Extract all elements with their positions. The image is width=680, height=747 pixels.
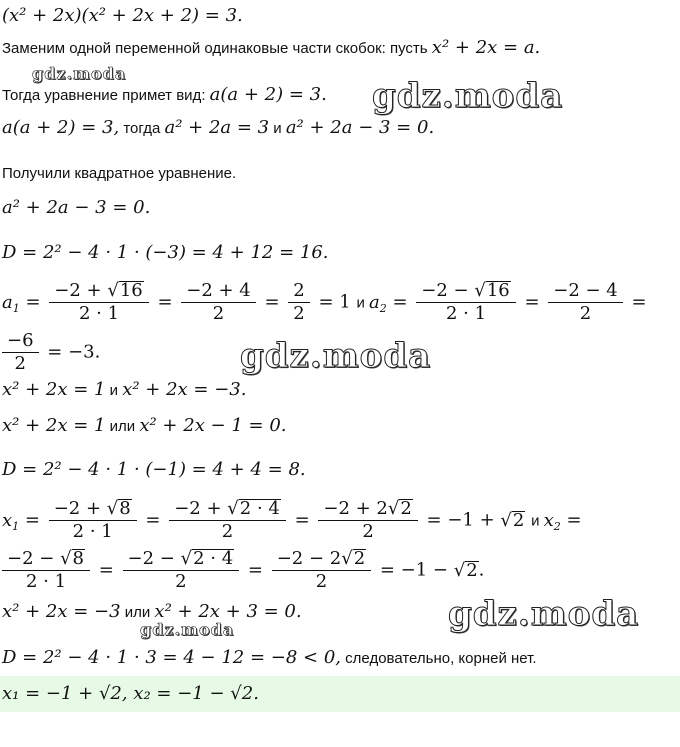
then-word: тогда	[119, 120, 165, 137]
expanded-a: a(a + 2) = 3,	[2, 117, 120, 138]
new-equation-math: a(a + 2) = 3.	[209, 84, 327, 105]
new-equation-line	[2, 85, 327, 106]
substitution-math: x² + 2x = a.	[431, 37, 541, 58]
no-roots-text: следовательно, корней нет.	[341, 650, 537, 667]
quadratic-a: a² + 2a − 3 = 0.	[2, 197, 151, 218]
cases-line	[2, 380, 246, 401]
case-2-left: x² + 2x = −3	[2, 601, 121, 622]
case-1-equation: x² + 2x − 1 = 0.	[139, 415, 287, 436]
substitution-text: Заменим одной переменной одинаковые части скобок: пусть	[2, 40, 432, 57]
got-quadratic-text: Получили квадратное уравнение.	[2, 165, 237, 182]
roots-a-line-2: $\frac{-6}{2}$ = −3.	[2, 330, 100, 375]
expanded-b: a² + 2a = 3	[164, 117, 270, 138]
or-word: или	[105, 418, 140, 435]
watermark-logo: gdz.moda	[372, 76, 564, 116]
case-2: x² + 2x = −3.	[122, 379, 247, 400]
watermark-logo: gdz.moda	[240, 336, 432, 376]
discriminant-a: D = 2² − 4 · 1 · (−3) = 4 + 12 = 16.	[2, 242, 329, 263]
answer: x₁ = −1 + √2, x₂ = −1 − √2.	[2, 683, 259, 704]
case-1-left: x² + 2x = 1	[2, 415, 106, 436]
and-word: и	[356, 294, 369, 312]
and-word: и	[531, 512, 544, 530]
watermark-logo: gdz.moda	[140, 620, 235, 639]
roots-a-line: $a_1$ = $\frac{-2 + √16}{2 \cdot 1}$ = $\frac{-2 + 4}{2}$ = $\frac{2}{2}$ = 1 и $a_2$ = $\frac{-2 - √16}{2 \cdot 1}$ = $\frac{-2 - 4}{2}$ =	[2, 280, 647, 324]
discriminant-b: D = 2² − 4 · 1 · (−1) = 4 + 4 = 8.	[2, 459, 306, 480]
case-2-equation: x² + 2x + 3 = 0.	[154, 601, 302, 622]
watermark-logo: gdz.moda	[32, 64, 127, 83]
roots-x-line-2: $\frac{-2 - √8}{2 \cdot 1}$ = $\frac{-2 - √2 \cdot 4}{2}$ = $\frac{-2 - 2√2}{2}$ = −1 − √2.	[2, 548, 484, 593]
watermark-logo: gdz.moda	[448, 594, 640, 634]
discriminant-c: D = 2² − 4 · 1 · 3 = 4 − 12 = −8 < 0,	[2, 647, 342, 668]
expanded-c: a² + 2a − 3 = 0.	[285, 117, 435, 138]
roots-x-line: $x_1$ = $\frac{-2 + √8}{2 \cdot 1}$ = $\frac{-2 + √2 \cdot 4}{2}$ = $\frac{-2 + 2√2}{2}$ = −1 + √2 и $x_2$ =	[2, 498, 582, 542]
and-word: и	[269, 120, 286, 137]
new-equation-text: Тогда уравнение примет вид:	[2, 87, 210, 104]
discriminant-c-line	[2, 648, 537, 669]
or-word: или	[120, 604, 155, 621]
substitution-line	[2, 38, 540, 59]
expanded-line	[2, 118, 434, 139]
equation-original: (x² + 2x)(x² + 2x + 2) = 3.	[2, 5, 243, 26]
case1-line	[2, 416, 287, 437]
and-word: и	[105, 382, 123, 399]
case-1: x² + 2x = 1	[2, 379, 106, 400]
